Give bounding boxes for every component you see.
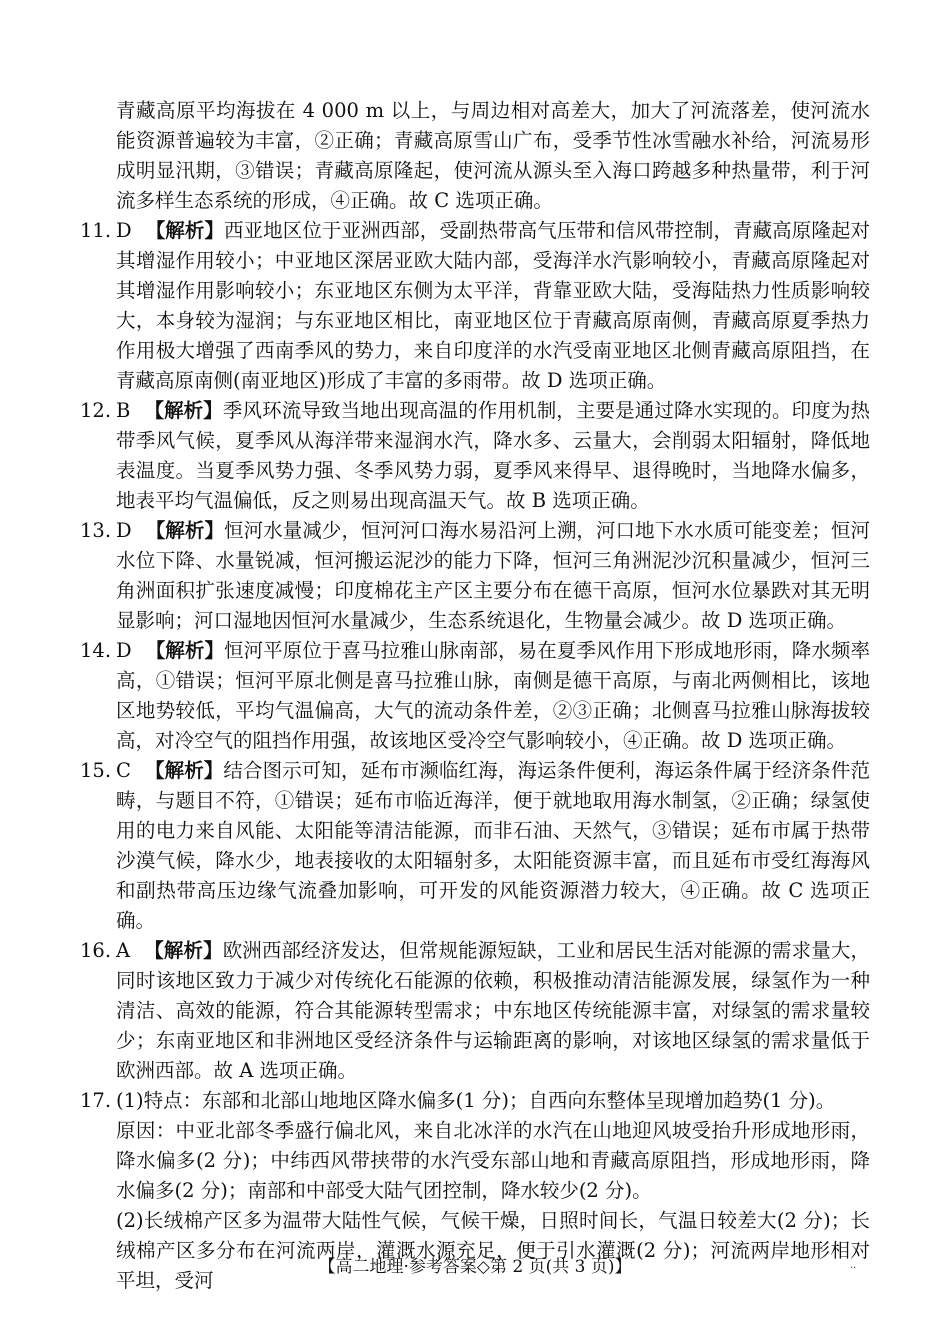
analysis-tag: 【解析】 (145, 219, 225, 242)
answer-item-16 (80, 936, 870, 1086)
analysis-tag: 【解析】 (144, 759, 224, 782)
q17-part1: (1)特点：东部和北部山地地区降水偏多(1 分)；自西向东整体呈现增加趋势(1 分)。 (116, 1089, 836, 1112)
analysis-tag: 【解析】 (145, 639, 225, 662)
page-footer: 【高二地理·参考答案◇第 2 页(共 3 页)】 (318, 1257, 632, 1277)
answer-letter: D (116, 519, 132, 542)
item-number: 12. (80, 399, 112, 422)
analysis-text: 恒河水量减少，恒河河口海水易沿河上溯，河口地下水水质可能变差；恒河水位下降、水量锐减，恒河搬运泥沙的能力下降，恒河三角洲泥沙沉积量减少，恒河三角洲面积扩张速度减慢；印度棉花主产区主要分布在德干高原，恒河水位暴跌对其无明显影响；河口湿地因恒河水量减少，生态系统退化，生物量会减少。故 D 选项正确。 (116, 519, 870, 632)
answer-letter: B (116, 399, 131, 422)
answer-letter: C (116, 759, 131, 782)
answer-item-11 (80, 216, 870, 396)
analysis-text: 结合图示可知，延布市濒临红海，海运条件便利，海运条件属于经济条件范畴，与题目不符，①错误；延布市临近海洋，便于就地取用海水制氢，②正确；绿氢使用的电力来自风能、太阳能等清洁能源，而非石油、天然气，③错误；延布市属于热带沙漠气候，降水少，地表接收的太阳辐射多，太阳能资源丰富，而且延布市受红海海风和副热带高压边缘气流叠加影响，可开发的风能资源潜力较大，④正确。故 C 选项正确。 (116, 759, 870, 932)
item-number: 13. (80, 519, 112, 542)
intro-paragraph: 青藏高原平均海拔在 4 000 m 以上，与周边相对高差大，加大了河流落差，使河流水能资源普遍较为丰富，②正确；青藏高原雪山广布，受季节性冰雪融水补给，河流易形成明显汛期，③错误；青藏高原隆起，使河流从源头至入海口跨越多种热量带，利于河流多样生态系统的形成，④正确。故 C 选项正确。 (116, 99, 870, 212)
item-number: 15. (80, 759, 112, 782)
corner-mark: .. (850, 1260, 857, 1271)
analysis-text: 西亚地区位于亚洲西部，受副热带高气压带和信风带控制，青藏高原隆起对其增湿作用较小；中亚地区深居亚欧大陆内部，受海洋水汽影响较小，青藏高原隆起对其增湿作用影响较小；东亚地区东侧为太平洋，背靠亚欧大陆，受海陆热力性质影响较大，本身较为湿润；与东亚地区相比，南亚地区位于青藏高原南侧，青藏高原夏季热力作用极大增强了西南季风的势力，来自印度洋的水汽受南亚地区北侧青藏高原阻挡，在青藏高原南侧(南亚地区)形成了丰富的多雨带。故 D 选项正确。 (116, 219, 870, 392)
q17-part2: (2)长绒棉产区多为温带大陆性气候，气候干燥，日照时间长，气温日较差大(2 分)；长绒棉产区多分布在河流两岸，灌溉水源充足，便于引水灌溉(2 分)；河流两岸地形相对平坦，受河 (116, 1209, 870, 1292)
answer-item-14 (80, 636, 870, 756)
answer-item-15 (80, 756, 870, 936)
answer-letter: A (116, 939, 131, 962)
answer-item-12 (80, 396, 870, 516)
answer-letter: D (116, 219, 132, 242)
answer-item-13 (80, 516, 870, 636)
item-number: 16. (80, 939, 112, 962)
answer-page (80, 96, 870, 1296)
item-number: 17. (80, 1089, 112, 1112)
analysis-tag: 【解析】 (144, 399, 223, 422)
item-number: 14. (80, 639, 112, 662)
analysis-text: 恒河平原位于喜马拉雅山脉南部，易在夏季风作用下形成地形雨，降水频率高，①错误；恒河平原北侧是喜马拉雅山脉，南侧是德干高原，与南北两侧相比，该地区地势较低，平均气温偏高，大气的流动条件差，②③正确；北侧喜马拉雅山脉海拔较高，对冷空气的阻挡作用强，故该地区受冷空气影响较小，④正确。故 D 选项正确。 (116, 639, 870, 752)
q17-part1-reason: 原因：中亚北部冬季盛行偏北风，来自北冰洋的水汽在山地迎风坡受抬升形成地形雨，降水偏多(2 分)；中纬西风带挟带的水汽受东部山地和青藏高原阻挡，形成地形雨，降水偏多(2 分)；南部和中部受大陆气团控制，降水较少(2 分)。 (116, 1119, 870, 1202)
analysis-tag: 【解析】 (145, 519, 225, 542)
analysis-text: 季风环流导致当地出现高温的作用机制，主要是通过降水实现的。印度为热带季风气候，夏季风从海洋带来湿润水汽，降水多、云量大，会削弱太阳辐射，降低地表温度。当夏季风势力强、冬季风势力弱，夏季风来得早、退得晚时，当地降水偏多，地表平均气温偏低，反之则易出现高温天气。故 B 选项正确。 (116, 399, 870, 512)
analysis-text: 欧洲西部经济发达，但常规能源短缺，工业和居民生活对能源的需求量大，同时该地区致力于减少对传统化石能源的依赖，积极推动清洁能源发展，绿氢作为一种清洁、高效的能源，符合其能源转型需求；中东地区传统能源丰富，对绿氢的需求量较少；东南亚地区和非洲地区受经济条件与运输距离的影响，对该地区绿氢的需求量低于欧洲西部。故 A 选项正确。 (116, 939, 870, 1082)
analysis-tag: 【解析】 (144, 939, 223, 962)
answer-letter: D (116, 639, 132, 662)
item-number: 11. (80, 219, 112, 242)
